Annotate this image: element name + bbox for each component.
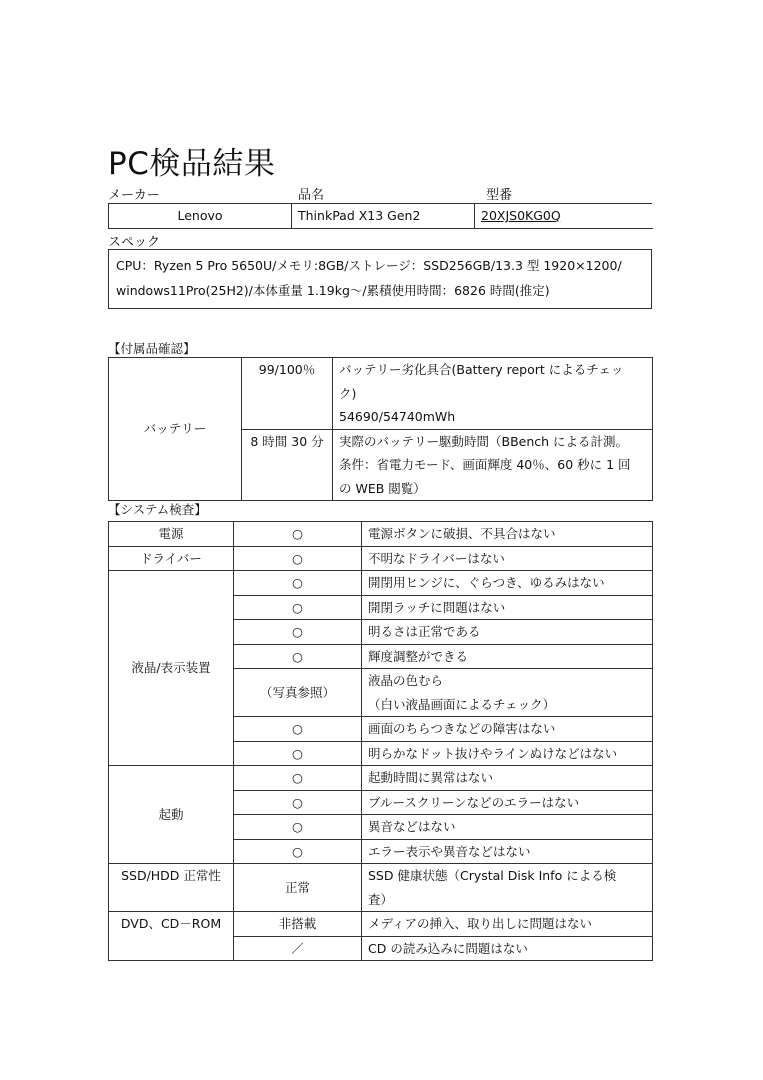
result-cell: 非搭載 — [234, 912, 362, 937]
result-cell: ／ — [234, 936, 362, 961]
check-item: 明るさは正常である — [362, 620, 653, 645]
header-table — [108, 203, 653, 229]
product-value: ThinkPad X13 Gen2 — [292, 204, 475, 229]
accessories-table — [108, 357, 653, 501]
spec-line: CPU：Ryzen 5 Pro 5650U/メモリ:8GB/ストレージ：SSD256GB/13.3 型 1920×1200/ — [116, 258, 622, 273]
product-label: 品名 — [298, 188, 325, 203]
category-display: 液晶/表示装置 — [109, 571, 234, 766]
model-value: 20XJS0KG0Q — [475, 204, 654, 229]
result-cell: ○ — [234, 717, 362, 742]
battery-runtime-value: 8 時間 30 分 — [242, 429, 333, 501]
result-cell: ○ — [234, 839, 362, 864]
result-cell: ○ — [234, 571, 362, 596]
spec-box — [108, 249, 652, 309]
result-cell: ○ — [234, 790, 362, 815]
maker-label: メーカー — [108, 188, 160, 203]
category-power: 電源 — [109, 522, 234, 547]
check-item: 開閉用ヒンジに、ぐらつき、ゆるみはない — [362, 571, 653, 596]
check-item: 画面のちらつきなどの障害はない — [362, 717, 653, 742]
check-item: SSD 健康状態（Crystal Disk Info による検 査） — [362, 864, 653, 912]
check-item: 異音などはない — [362, 815, 653, 840]
check-item: エラー表示や異音などはない — [362, 839, 653, 864]
spec-label: スペック — [108, 235, 161, 250]
result-cell: ○ — [234, 815, 362, 840]
battery-runtime-note: 実際のバッテリー駆動時間（BBench による計測。 条件：省電力モード、画面輝度 40％、60 秒に 1 回 の WEB 閲覧） — [333, 429, 653, 501]
check-item: 起動時間に異常はない — [362, 766, 653, 791]
category-storage: SSD/HDD 正常性 — [109, 864, 234, 912]
check-item: 明らかなドット抜けやラインぬけなどはない — [362, 741, 653, 766]
check-item: メディアの挿入、取り出しに問題はない — [362, 912, 653, 937]
spec-line: windows11Pro(25H2)/本体重量 1.19kg～/累積使用時間：6826 時間(推定) — [116, 283, 550, 298]
check-item: ブルースクリーンなどのエラーはない — [362, 790, 653, 815]
battery-health-note: バッテリー劣化具合(Battery report によるチェッ ク) 54690/54740mWh — [333, 358, 653, 430]
page-title: PC検品結果 — [108, 146, 276, 182]
result-cell: ○ — [234, 766, 362, 791]
accessories-heading: 【付属品確認】 — [108, 341, 196, 356]
check-item: 開閉ラッチに問題はない — [362, 595, 653, 620]
model-label: 型番 — [486, 188, 513, 203]
system-check-heading: 【システム検査】 — [108, 502, 207, 517]
check-item: 不明なドライバーはない — [362, 546, 653, 571]
result-cell: ○ — [234, 741, 362, 766]
check-item: 電源ボタンに破損、不具合はない — [362, 522, 653, 547]
result-cell: ○ — [234, 595, 362, 620]
battery-label: バッテリー — [109, 358, 242, 501]
result-cell: （写真参照） — [234, 669, 362, 717]
result-cell: 正常 — [234, 864, 362, 912]
check-item: CD の読み込みに問題はない — [362, 936, 653, 961]
battery-health-value: 99/100％ — [242, 358, 333, 430]
result-cell: ○ — [234, 522, 362, 547]
category-boot: 起動 — [109, 766, 234, 864]
maker-value: Lenovo — [109, 204, 292, 229]
category-driver: ドライバー — [109, 546, 234, 571]
check-item: 輝度調整ができる — [362, 644, 653, 669]
system-check-table — [108, 521, 653, 961]
result-cell: ○ — [234, 620, 362, 645]
result-cell: ○ — [234, 644, 362, 669]
check-item: 液晶の色むら （白い液晶画面によるチェック） — [362, 669, 653, 717]
category-optical: DVD、CD－ROM — [109, 912, 234, 961]
result-cell: ○ — [234, 546, 362, 571]
